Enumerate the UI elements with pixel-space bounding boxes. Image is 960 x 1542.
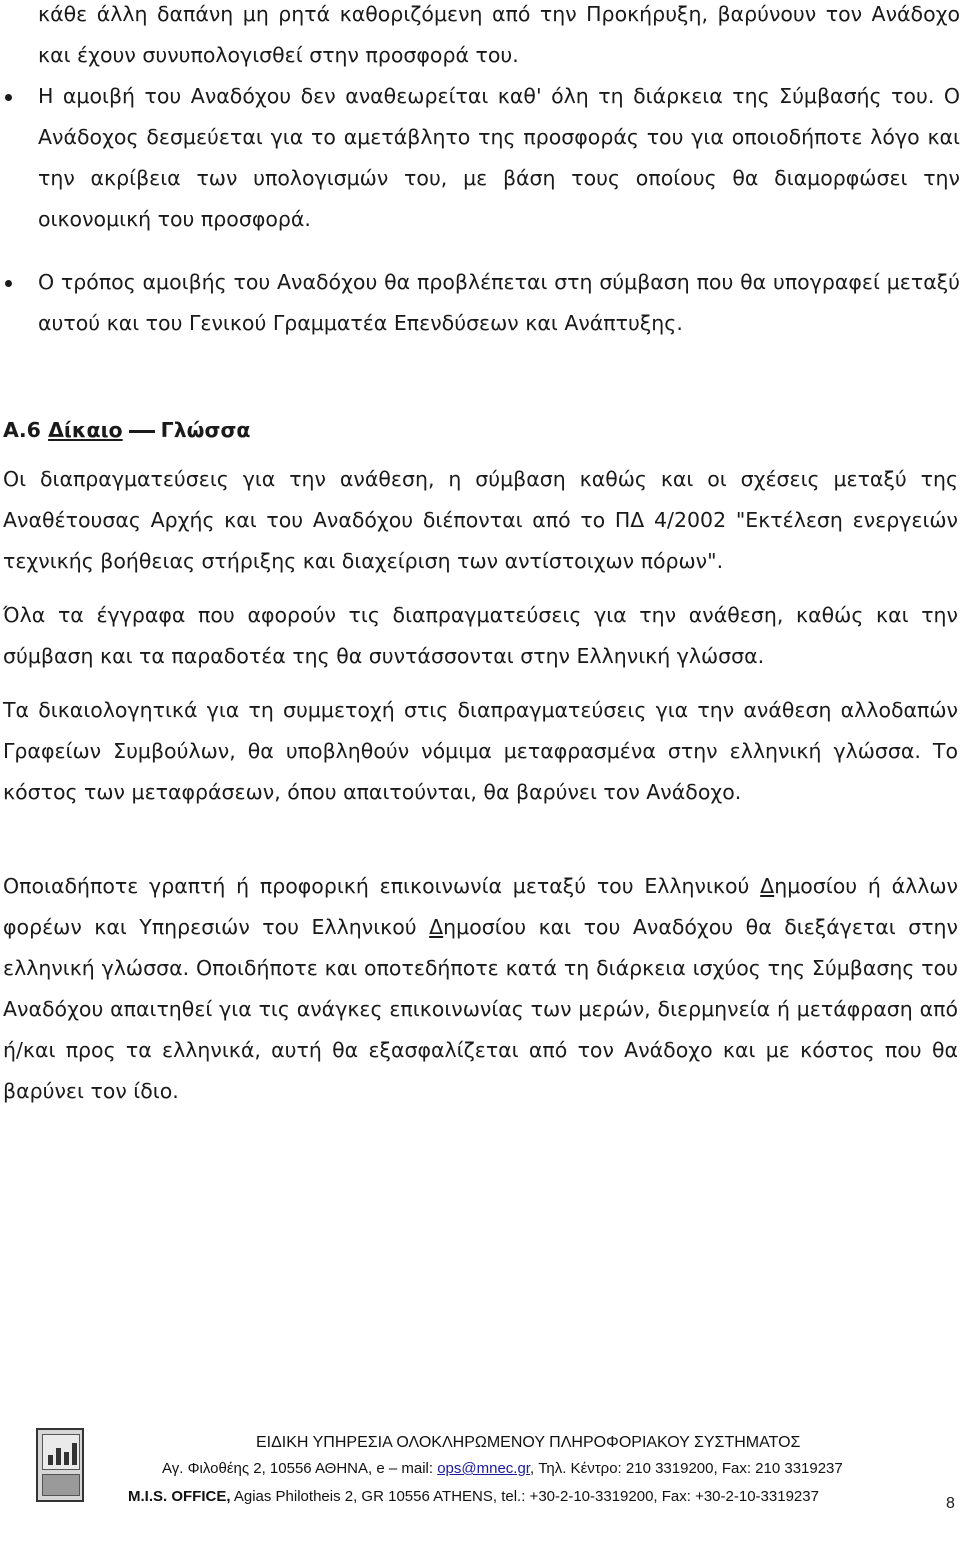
bullet-icon — [5, 280, 12, 287]
footer-address-text: Αγ. Φιλοθέης 2, 10556 ΑΘΗΝΑ, e – mail: — [162, 1460, 438, 1477]
footer-phone-text: , Τηλ. Κέντρο: 210 3319200, Fax: 210 3319237 — [529, 1460, 843, 1477]
email-link[interactable]: ops@mnec.gr — [437, 1460, 530, 1477]
footer-address-greek — [162, 1460, 843, 1477]
continuation-text: κάθε άλλη δαπάνη μη ρητά καθοριζόμενη από την Προκήρυξη, βαρύνουν τον Ανάδοχο και έχουν συνυπολογισθεί στην προσφορά του. — [38, 2, 960, 67]
section-title-part2: Γλώσσα — [160, 418, 251, 442]
page-footer — [0, 1420, 960, 1535]
section-title-part1: Δίκαιο — [48, 418, 123, 442]
paragraph-communication — [3, 866, 958, 1112]
paragraph-documents-language: Όλα τα έγγραφα που αφορούν τις διαπραγματεύσεις για την ανάθεση, καθώς και την σύμβαση και τα παραδοτέα της θα συντάσσονται στην Ελληνική γλώσσα. — [3, 603, 958, 668]
p4-underlined-letter: Δ — [760, 874, 775, 898]
section-number: Α.6 — [3, 418, 41, 442]
computer-logo-icon — [36, 1428, 84, 1502]
p4-text-a: Οποιαδήποτε γραπτή ή προφορική επικοινωνία μεταξύ του Ελληνικού — [3, 874, 761, 898]
dash-separator — [129, 430, 155, 433]
list-item — [0, 76, 960, 240]
footer-address-english — [128, 1488, 819, 1505]
p4-underlined-letter: Δ — [429, 915, 444, 939]
bullet-icon — [5, 94, 12, 101]
paragraph-law: Οι διαπραγματεύσεις για την ανάθεση, η σύμβαση καθώς και οι σχέσεις μεταξύ της Αναθέτουσας Αρχής και του Αναδόχου διέπονται από το ΠΔ 4/2002 "Εκτέλεση ενεργειών τεχνικής βοήθειας στήριξης και διαχείριση των αντίστοιχων πόρων". — [3, 467, 958, 573]
list-item — [0, 262, 960, 344]
page-number: 8 — [946, 1495, 955, 1512]
paragraph-translations: Τα δικαιολογητικά για τη συμμετοχή στις διαπραγματεύσεις για την ανάθεση αλλοδαπών Γραφείων Συμβούλων, θα υποβληθούν νόμιμα μεταφρασμένα στην ελληνική γλώσσα. Το κόστος των μεταφράσεων, όπου απαιτούνται, θα βαρύνει τον Ανάδοχο. — [3, 698, 958, 804]
footer-office-name: M.I.S. OFFICE, — [128, 1488, 231, 1505]
p4-text-b: ημοσίου ή άλλων φορέων και Υπηρεσιών του Ελληνικού — [3, 874, 958, 939]
list-item-text: Η αμοιβή του Αναδόχου δεν αναθεωρείται καθ' όλη τη διάρκεια της Σύμβασής του. Ο Ανάδοχος δεσμεύεται για το αμετάβλητο της προσφοράς του για οποιοδήποτε λόγο και την ακρίβεια των υπολογισμών του, με βάση τους οποίους θα διαμορφώσει την οικονομική του προσφορά. — [38, 84, 960, 231]
list-item-text: Ο τρόπος αμοιβής του Αναδόχου θα προβλέπεται στη σύμβαση που θα υπογραφεί μεταξύ αυτού και του Γενικού Γραμματέα Επενδύσεων και Ανάπτυξης. — [38, 270, 960, 335]
footer-office-details: Agias Philotheis 2, GR 10556 ATHENS, tel.: +30-2-10-3319200, Fax: +30-2-10-3319237 — [230, 1488, 819, 1505]
footer-organization: ΕΙΔΙΚΗ ΥΠΗΡΕΣΙΑ ΟΛΟΚΛΗΡΩΜΕΝΟΥ ΠΛΗΡΟΦΟΡΙΑΚΟΥ ΣΥΣΤΗΜΑΤΟΣ — [256, 1434, 801, 1451]
section-heading — [3, 410, 251, 451]
p4-text-c: ημοσίου και του Αναδόχου θα διεξάγεται στην ελληνική γλώσσα. Οποιδήποτε και οποτεδήποτε κατά τη διάρκεια ισχύος της Σύμβασης του Αναδόχου απαιτηθεί για τις ανάγκες επικοινωνίας των μερών, διερμηνεία ή μετάφραση από ή/και προς τα ελληνικά, αυτή θα εξασφαλίζεται από τον Ανάδοχο και με κόστος που θα βαρύνει τον ίδιο. — [3, 915, 958, 1103]
